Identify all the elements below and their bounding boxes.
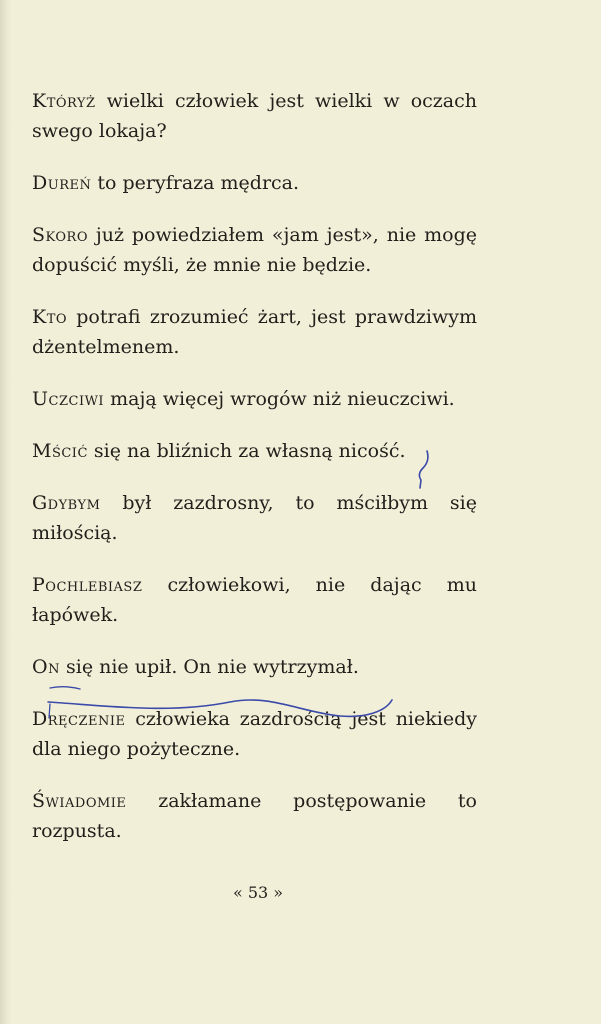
aphorism-lead: Dureń	[32, 172, 92, 194]
aphorism-text: już powiedziałem «jam jest», nie mogę dopuścić myśli, że mnie nie będzie.	[32, 224, 477, 276]
aphorism-lead: Uczciwi	[32, 388, 105, 410]
aphorism-1	[32, 86, 477, 146]
aphorism-lead: Dręczenie	[32, 708, 126, 730]
aphorism-text: wielki człowiek jest wielki w oczach swego lokaja?	[32, 90, 477, 142]
aphorism-text: człowiekowi, nie dając mu łapówek.	[32, 574, 477, 626]
aphorism-9	[32, 652, 477, 682]
aphorism-3	[32, 220, 477, 280]
aphorism-lead: Któryż	[32, 90, 96, 112]
aphorism-lead: Pochlebiasz	[32, 574, 143, 596]
aphorism-lead: Mścić	[32, 440, 88, 462]
aphorism-text: się nie upił. On nie wytrzymał.	[59, 656, 359, 678]
aphorism-text: zakłamane postępowanie to rozpusta.	[32, 790, 477, 842]
aphorism-lead: Świadomie	[32, 790, 127, 812]
aphorism-text: był zazdrosny, to mściłbym się miłością.	[32, 492, 477, 544]
aphorism-lead: Kto	[32, 306, 68, 328]
aphorism-4	[32, 302, 477, 362]
aphorism-10	[32, 704, 477, 764]
aphorism-11	[32, 786, 477, 846]
aphorism-5	[32, 384, 477, 414]
aphorism-text: mają więcej wrogów niż nieuczciwi.	[104, 388, 455, 410]
aphorism-lead: Skoro	[32, 224, 88, 246]
aphorism-7	[32, 488, 477, 548]
aphorism-6	[32, 436, 477, 466]
page-gutter-shadow	[0, 0, 12, 1024]
aphorism-text: się na bliźnich za własną nicość.	[87, 440, 406, 462]
aphorism-lead: On	[32, 656, 60, 678]
page-number: « 53 »	[232, 883, 284, 902]
aphorism-text: potrafi zrozumieć żart, jest prawdziwym dżentelmenem.	[32, 306, 477, 358]
aphorism-text: to peryfraza mędrca.	[91, 172, 300, 194]
aphorism-list	[32, 86, 477, 868]
aphorism-2	[32, 168, 477, 198]
aphorism-8	[32, 570, 477, 630]
aphorism-lead: Gdybym	[32, 492, 101, 514]
aphorism-text: człowieka zazdrością jest niekiedy dla niego pożyteczne.	[32, 708, 477, 760]
